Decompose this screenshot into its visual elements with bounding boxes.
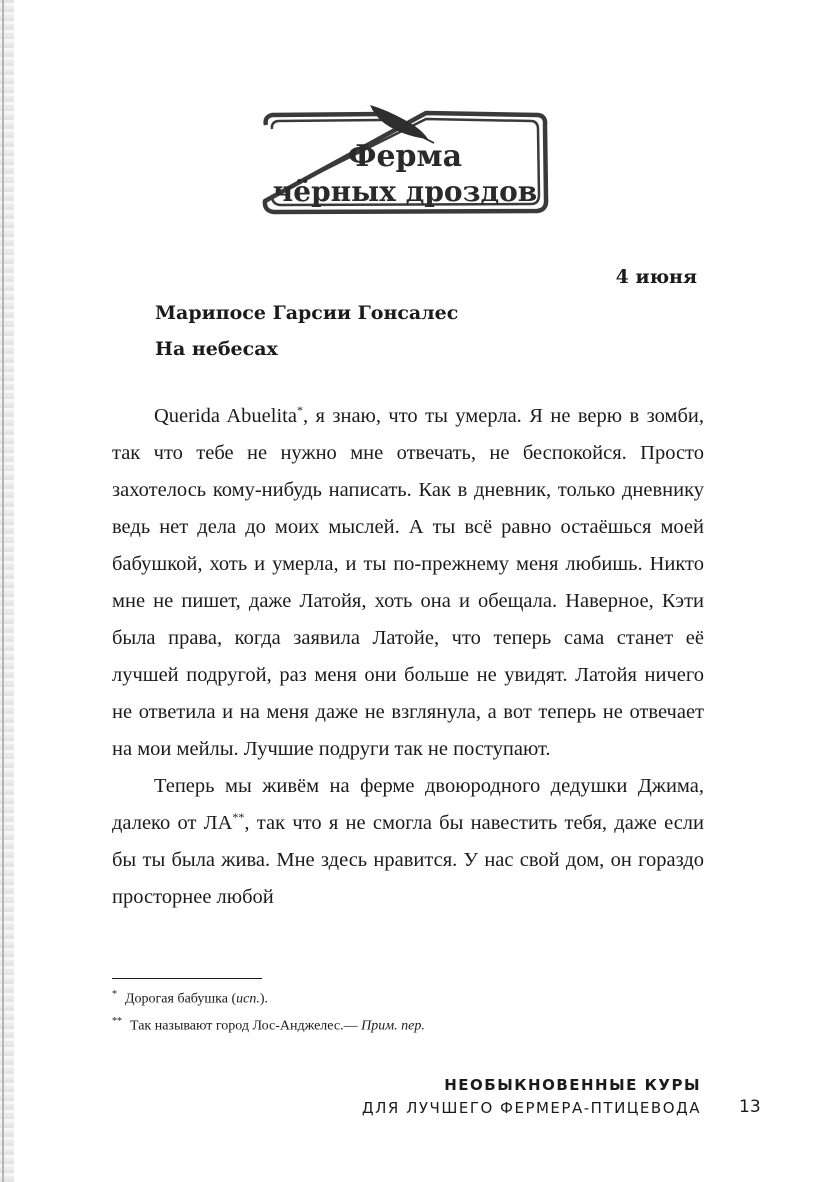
footnote-1-text: Дорогая бабушка ( [125,991,237,1007]
addressee-name: Марипосе Гарсии Гонсалес [155,302,459,324]
footnote-ref-2: ** [232,810,245,825]
running-footer-subtitle: ДЛЯ ЛУЧШЕГО ФЕРМЕРА-ПТИЦЕВОДА [361,1099,701,1117]
paragraph-1 [112,398,704,768]
scan-edge-line [2,0,4,1182]
footnote-2-italic: Прим. пер. [361,1018,425,1034]
running-footer-title: НЕОБЫКНОВЕННЫЕ КУРЫ [444,1076,701,1094]
paragraph-2-start: Теперь мы живём на ферме двоюродного дедушки Джима, далеко от ЛА [112,775,704,834]
footnote-2-text: Так называют город Лос-Анджелес.— [130,1018,362,1034]
paragraph-1-rest: , я знаю, что ты умерла. Я не верю в зомби, так что тебе не нужно мне отвечать, не беспокойся. Просто захотелось кому-нибудь написать. Как в дневник, только дневнику ведь нет дела до моих мыслей. А ты всё равно остаёшься моей бабушкой, хоть и умерла, и ты по-прежнему меня любишь. Никто мне не пишет, даже Латойя, хоть она и обещала. Наверное, Кэти была права, когда заявила Латойе, что теперь сама станет её лучшей подругой, раз меня они больше не увидят. Латойя ничего не ответила и на меня даже не взглянула, а вот теперь не отвечает на мои мейлы. Лучшие подруги так не поступают. [112,405,705,760]
chapter-badge [258,103,552,221]
footnote-2 [112,1016,425,1035]
letter-body [112,398,704,916]
paragraph-1-start: Querida Abuelita [154,405,297,427]
footnote-1 [112,989,268,1008]
footnote-1-italic: исп. [236,991,260,1007]
footnote-ref-1: * [296,403,303,418]
addressee-location: На небесах [155,338,278,360]
page-number: 13 [739,1097,761,1117]
letter-date: 4 июня [615,266,697,288]
badge-title-line1: Ферма [347,139,463,174]
badge-title-line2: чёрных дроздов [272,175,538,208]
paragraph-2 [112,768,704,916]
footnote-2-mark: ** [112,1016,122,1027]
footnote-1-end: ). [259,991,269,1007]
paragraph-2-rest: , так что я не смогла бы навестить тебя, даже если бы ты была жива. Мне здесь нравится. У нас свой дом, он гораздо просторнее любой [112,812,704,908]
footnote-1-mark: * [112,989,117,1000]
footnote-divider [112,978,262,979]
